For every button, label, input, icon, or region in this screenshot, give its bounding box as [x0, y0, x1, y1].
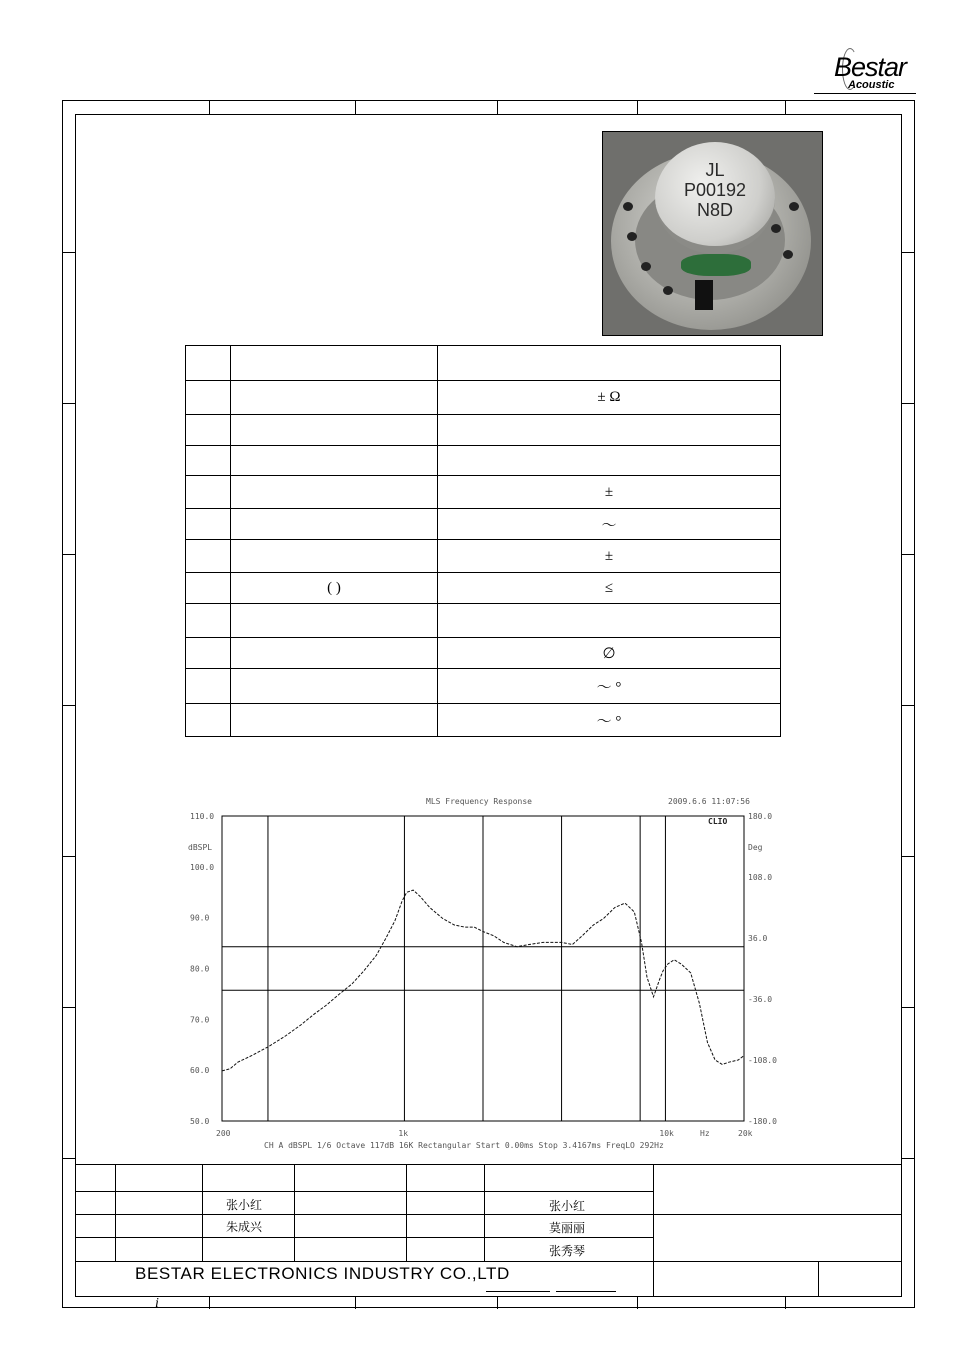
left-tick-label: 110.0	[190, 812, 215, 821]
title-block-line	[294, 1164, 295, 1261]
frame-tick	[63, 252, 76, 253]
spec-row	[186, 476, 781, 509]
x-unit-label: Hz	[700, 1129, 710, 1138]
frame-tick	[355, 1296, 356, 1309]
chart-title: MLS Frequency Response	[426, 797, 532, 806]
right-tick-label: -36.0	[748, 995, 773, 1004]
spec-label	[231, 638, 438, 669]
x-tick-label: 20k	[738, 1129, 753, 1138]
spec-index	[186, 446, 231, 476]
x-tick-label: 1k	[398, 1129, 409, 1138]
left-tick-label: 80.0	[190, 964, 210, 974]
title-block-line	[406, 1164, 407, 1261]
frame-tick	[209, 101, 210, 114]
spec-row	[186, 381, 781, 415]
frame-tick	[785, 1296, 786, 1309]
product-photo	[602, 131, 823, 336]
spec-row	[186, 346, 781, 381]
logo-sub: Acoustic	[848, 79, 895, 91]
title-block-line	[76, 1191, 653, 1192]
frame-tick	[63, 554, 76, 555]
spec-table	[185, 345, 781, 737]
spec-value: ±	[438, 476, 781, 509]
left-tick-label: 90.0	[190, 913, 210, 923]
title-block-line	[76, 1237, 653, 1238]
title-block-line	[76, 1261, 902, 1262]
title-block-name: 张小红	[549, 1199, 586, 1213]
spec-label	[231, 446, 438, 476]
photo-marking-2: P00192	[683, 180, 747, 200]
right-tick-label: 36.0	[748, 934, 768, 943]
right-tick-label: -180.0	[748, 1117, 777, 1126]
frame-tick	[63, 856, 76, 857]
spec-index	[186, 415, 231, 446]
spec-value: ≤	[438, 573, 781, 604]
spec-index	[186, 704, 231, 737]
spec-label	[231, 604, 438, 638]
spec-value	[438, 346, 781, 381]
logo-brand: Bestar	[834, 52, 907, 82]
underline	[556, 1291, 616, 1292]
spec-index	[186, 604, 231, 638]
company-name: BESTAR ELECTRONICS INDUSTRY CO.,LTD	[135, 1264, 510, 1283]
signature-mark: i	[155, 1296, 159, 1311]
title-block-line	[76, 1164, 902, 1165]
frame-tick	[902, 705, 915, 706]
frame-tick	[785, 101, 786, 114]
spec-label	[231, 381, 438, 415]
spec-row	[186, 540, 781, 573]
speaker-terminal	[695, 280, 713, 310]
title-block-line	[818, 1261, 819, 1297]
frame-tick	[63, 403, 76, 404]
frame-tick	[902, 856, 915, 857]
x-tick-label: 10k	[659, 1129, 674, 1138]
spec-label	[231, 669, 438, 704]
logo-rule	[814, 93, 916, 94]
spec-row	[186, 415, 781, 446]
speaker-wire	[681, 254, 751, 276]
spec-row	[186, 704, 781, 737]
frame-tick	[902, 252, 915, 253]
spec-label	[231, 346, 438, 381]
x-tick-label: 200	[216, 1129, 231, 1138]
spec-row	[186, 446, 781, 476]
spec-label	[231, 540, 438, 573]
frequency-response-chart	[180, 790, 780, 1155]
spec-row	[186, 509, 781, 540]
spec-index	[186, 509, 231, 540]
title-block-name: 朱成兴	[226, 1220, 263, 1234]
frame-tick	[63, 1158, 76, 1159]
spec-label	[231, 415, 438, 446]
photo-marking-3: N8D	[696, 200, 733, 220]
right-unit-label: Deg	[748, 843, 763, 852]
title-block-line	[653, 1164, 654, 1297]
spec-index	[186, 476, 231, 509]
spec-value	[438, 604, 781, 638]
spec-value: ～ °	[438, 704, 781, 737]
left-tick-label: 60.0	[190, 1066, 210, 1076]
frame-tick	[497, 101, 498, 114]
left-unit-label: dBSPL	[188, 843, 213, 852]
left-tick-label: 70.0	[190, 1015, 210, 1025]
title-block-name: 张小红	[226, 1198, 263, 1212]
frame-tick	[637, 1296, 638, 1309]
spec-value: ～	[438, 509, 781, 540]
frame-tick	[637, 101, 638, 114]
frame-tick	[63, 705, 76, 706]
company-logo	[812, 48, 916, 98]
spec-index	[186, 540, 231, 573]
spec-label	[231, 704, 438, 737]
title-block-line	[484, 1164, 485, 1261]
frame-tick	[902, 554, 915, 555]
chart-brand: CLIO	[708, 817, 728, 826]
photo-marking-1: JL	[705, 160, 725, 180]
spec-index	[186, 638, 231, 669]
speaker-magnet	[655, 142, 775, 254]
chart-timestamp: 2009.6.6 11:07:56	[668, 797, 750, 806]
frame-tick	[209, 1296, 210, 1309]
spec-row	[186, 604, 781, 638]
frame-tick	[902, 403, 915, 404]
spec-value: ±	[438, 540, 781, 573]
title-block-name: 张秀琴	[549, 1244, 586, 1258]
spec-value	[438, 415, 781, 446]
title-block-line	[653, 1214, 902, 1215]
frame-tick	[902, 1158, 915, 1159]
underline	[486, 1291, 550, 1292]
spec-row	[186, 669, 781, 704]
title-block-line	[202, 1164, 203, 1261]
spec-row	[186, 638, 781, 669]
spec-value	[438, 446, 781, 476]
spec-index	[186, 669, 231, 704]
left-tick-label: 50.0	[190, 1117, 210, 1126]
right-tick-label: 180.0	[748, 812, 773, 821]
spec-index	[186, 346, 231, 381]
spec-index	[186, 573, 231, 604]
spec-label: ( )	[231, 573, 438, 604]
spec-row	[186, 573, 781, 604]
frame-tick	[497, 1296, 498, 1309]
frame-tick	[902, 1007, 915, 1008]
frame-tick	[63, 1007, 76, 1008]
spec-value: ± Ω	[438, 381, 781, 415]
spec-label	[231, 509, 438, 540]
spec-index	[186, 381, 231, 415]
frame-tick	[355, 101, 356, 114]
title-block-line	[115, 1164, 116, 1261]
title-block-line	[76, 1214, 653, 1215]
title-block-name: 莫丽丽	[549, 1221, 586, 1235]
spec-value: ～ °	[438, 669, 781, 704]
chart-footer: CH A dBSPL 1/6 Octave 117dB 16K Rectangular Start 0.00ms Stop 3.4167ms FreqLO 292Hz	[264, 1141, 664, 1150]
spec-label	[231, 476, 438, 509]
spec-value: ∅	[438, 638, 781, 669]
right-tick-label: 108.0	[748, 873, 773, 882]
left-tick-label: 100.0	[190, 862, 215, 872]
right-tick-label: -108.0	[748, 1056, 777, 1065]
